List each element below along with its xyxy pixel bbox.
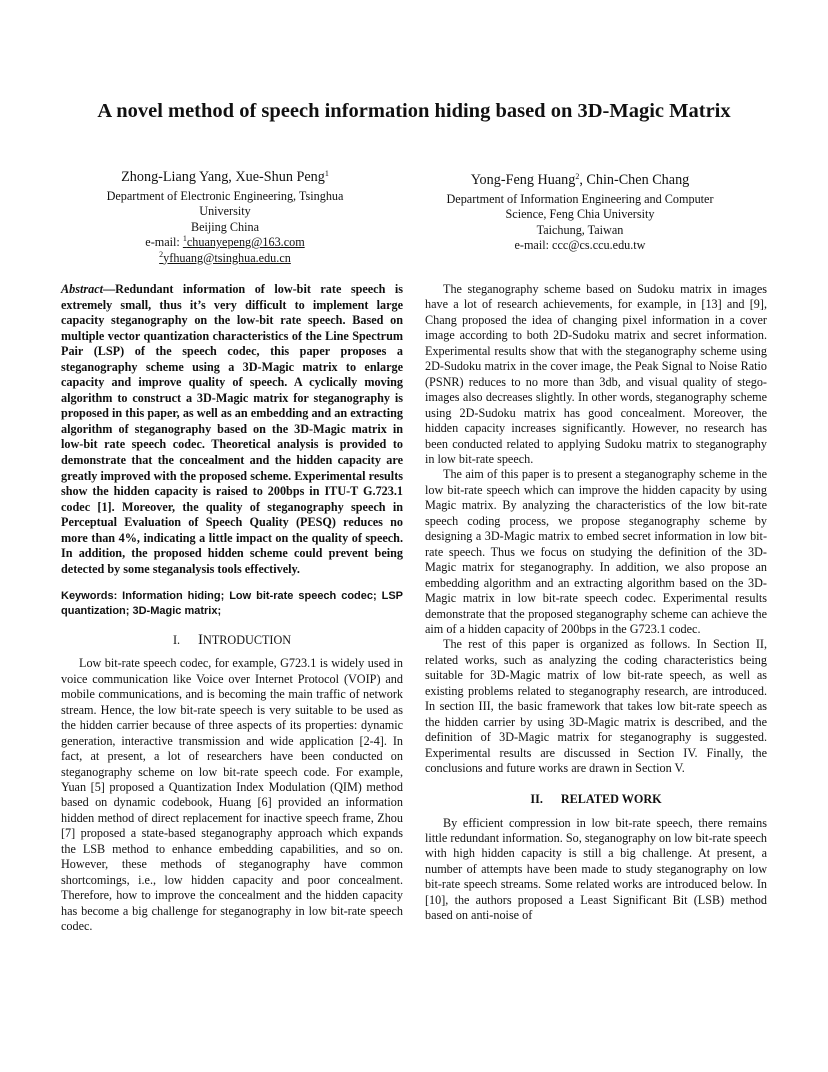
abstract	[61, 282, 403, 577]
department-line: Department of Information Engineering and Computer	[446, 192, 714, 206]
email-prefix: e-mail:	[145, 235, 183, 250]
abstract-label: Abstract	[61, 282, 103, 296]
department-line: Science, Feng Chia University	[505, 207, 655, 222]
affiliation-mark: 1	[324, 169, 329, 178]
body-paragraph: The steganography scheme based on Sudoku matrix in images have a lot of research achievements, for example, in [13] and [9], Chang proposed the idea of changing pixel information in a cover image according to both 2D-Sudoku matrix and secret information. Experimental results show that with the steganography scheme using 2D-Sudoku matrix in the cover image, the Peak Signal to Noise Ratio (PSNR) reduces to no more than 3db, and visual quality of stego-images also decreases slightly. In other words, steganography scheme using 2D-Sudoku matrix has good concealment. Moreover, the hidden capacity increases significantly. However, no research has been conducted related to applying Sudoku matrix to steganography in low bit-rate speech.	[425, 282, 767, 466]
department-line: Department of Electronic Engineering, Tsinghua	[106, 189, 344, 203]
section-number: II.	[530, 791, 543, 806]
body-paragraph: The rest of this paper is organized as follows. In Section II, related works, such as analyzing the coding characteristics being suitable for 3D-Magic matrix of low bit-rate speech, as well as existing problems related to steganography research, are introduced. In section III, the basic framework that takes low bit-rate speech as the hidden carrier by using 3D-Magic matrix is described, and the definition of 3D-Magic matrix for steganography is suggested. Experimental results are discussed in Section IV. Finally, the conclusions and future works are drawn in Section V.	[425, 637, 767, 776]
author-block-left	[70, 168, 380, 266]
section-number: I.	[172, 633, 181, 648]
left-column	[61, 282, 403, 935]
email-line	[70, 251, 380, 266]
author-names-left	[70, 168, 380, 186]
section-heading-related-work	[425, 791, 767, 807]
author-city: Beijing China	[190, 219, 260, 234]
paper-title: A novel method of speech information hiding based on 3D-Magic Matrix	[97, 100, 731, 122]
body-paragraph: By efficient compression in low bit-rate speech, there remains little redundant information. So, steganography on low bit-rate speech with high hidden capacity is still a big challenge. At present, a number of attempts have been made to study steganography on low bit-rate speech streams. Some related works are introduced below. In [10], the authors proposed a Least Significant Bit (LSB) method based on anti-noise of	[425, 815, 767, 923]
section-heading-introduction	[61, 632, 403, 648]
section-title-rest: NTRODUCTION	[203, 633, 292, 648]
abstract-text: —Redundant information of low-bit rate speech is extremely small, thus it’s very difficult to implement large capacity steganography on the low-bit rate speech. Based on multiple vector quantization characteristics of the Line Spectrum Pair (LSP) of the speech codec, this paper proposes a steganography scheme using a 3D-Magic matrix to enlarge capacity and improve quality of speech. A cyclically moving algorithm to construct a 3D-Magic matrix for steganography is proposed in this paper, as well as an embedding and an extracting algorithm of steganography based on the 3D-Magic matrix in low-bit rate speech codec. Theoretical analysis is provided to demonstrate that the concealment and the hidden capacity are greatly improved with the proposed scheme. Experimental results show the hidden capacity is raised to 200bps in ITU-T G.723.1 codec [1]. Moreover, the quality of steganography speech in Perceptual Evaluation of Speech Quality (PESQ) reduces no more than 4%, indicating a little impact on the quality of speech. In addition, the proposed hidden scheme could prevent being detected by some steganalysis tools effectively.	[61, 282, 403, 576]
body-paragraph: Low bit-rate speech codec, for example, G723.1 is widely used in voice communication like Voice over Internet Protocol (VOIP) and mobile communications, and is becoming the main traffic of network stream. Hence, the low bit-rate speech is very suitable to be used as the hidden carrier because of three aspects of its properties: dynamic generation, interactive transmission and wide application [2-4]. In fact, at present, a lot of researchers have been conducted on steganography scheme on low bit-rate speech code. For example, Yuan [5] proposed a Quantization Index Modulation (QIM) method based on dynamic codebook, Huang [6] provided an information hidden method of direct replacement for inactive speech frame, Zhou [7] proposed a state-based steganography approach which expands the LSB method to enhance embedding capabilities, and so on. However, these methods of steganography have common shortcomings, i.e., low hidden capacity and poor concealment. Therefore, how to improve the concealment and the hidden capacity has become a big challenge for steganography in low bit-rate speech codec.	[61, 656, 403, 934]
section-title: RELATED WORK	[560, 791, 662, 806]
author-names-right	[420, 171, 740, 189]
right-column	[425, 282, 767, 924]
author-name-text: , Chin-Chen Chang	[579, 172, 690, 188]
section-title-initial: I	[198, 632, 204, 649]
keywords: Keywords: Information hiding; Low bit-rate speech codec; LSP quantization; 3D-Magic matrix;	[61, 590, 403, 617]
email-line: e-mail: ccc@cs.ccu.edu.tw	[514, 238, 646, 253]
email-link[interactable]	[183, 235, 305, 249]
email-address: yfhuang@tsinghua.edu.cn	[163, 250, 291, 265]
author-block-right	[420, 171, 740, 254]
affiliation-mark: 2	[575, 172, 580, 181]
author-name-text: Yong-Feng Huang	[470, 172, 576, 188]
department-line: University	[199, 204, 251, 219]
affiliation-mark: 1	[182, 234, 187, 244]
email-address: chuanyepeng@163.com	[186, 235, 305, 250]
author-city: Taichung, Taiwan	[536, 222, 624, 237]
email-link[interactable]	[159, 251, 291, 265]
author-names-text: Zhong-Liang Yang, Xue-Shun Peng	[121, 169, 325, 185]
email-line	[70, 235, 380, 250]
affiliation-mark: 2	[159, 249, 164, 259]
body-paragraph: The aim of this paper is to present a steganography scheme in the low bit-rate speech which can improve the hidden capacity by using Magic matrix. By analyzing the characteristics of the low bit-rate speech coding process, we propose steganography scheme by designing a 3D-Magic matrix to embed secret information in low bit-rate speech. Thus we focus on studying the definition of the 3D-Magic matrix for steganography. In addition, we also propose an embedding algorithm and an extracting algorithm based on the 3D-Magic matrix in low bit-rate speech codec. Experimental results demonstrate that the proposed steganography scheme can achieve the aim of a hidden capacity of 200bps in the G723.1 codec.	[425, 467, 767, 636]
